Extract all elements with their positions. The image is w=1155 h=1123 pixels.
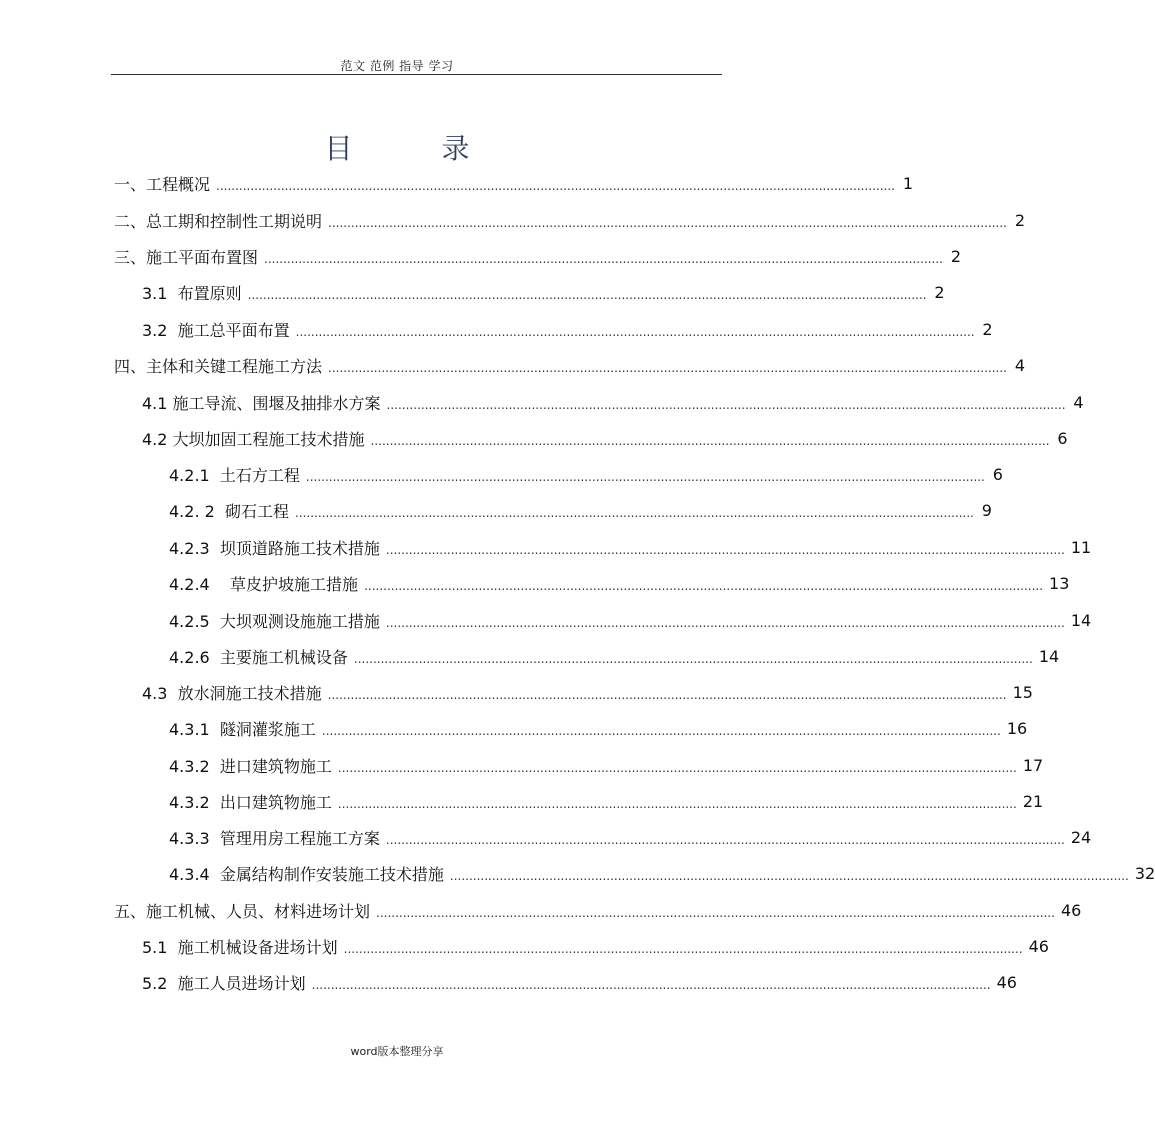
- toc-entry-label: 4.2 大坝加固工程施工技术措施: [142, 429, 365, 449]
- toc-entry-label: 3.2 施工总平面布置: [142, 320, 290, 340]
- toc-dot-leader: ..................................................................................................................................................................................: [295, 324, 975, 339]
- toc-entry[interactable]: [142, 964, 1017, 1000]
- toc-entry-page: 1: [902, 173, 913, 193]
- page-title: 目 录: [324, 132, 510, 165]
- toc-dot-leader: ..................................................................................................................................................................................: [343, 941, 1023, 956]
- toc-entry-label: 4.3.4 金属结构制作安装施工技术措施: [169, 864, 444, 884]
- toc-entry-label: 二、总工期和控制性工期说明: [114, 211, 323, 231]
- toc-entry-page: 2: [934, 282, 945, 302]
- toc-entry-label: 4.2.6 主要施工机械设备: [169, 647, 348, 667]
- toc-dot-leader: ..................................................................................................................................................................................: [337, 796, 1017, 811]
- toc-entry-label: 4.2. 2 砌石工程: [169, 501, 289, 521]
- toc-entry-label: 4.2.5 大坝观测设施施工措施: [169, 611, 380, 631]
- toc-entry[interactable]: [169, 747, 1044, 783]
- toc-dot-leader: ..................................................................................................................................................................................: [327, 687, 1007, 702]
- toc-dot-leader: ..................................................................................................................................................................................: [328, 215, 1007, 230]
- toc-entry-page: 4: [1014, 355, 1025, 375]
- toc-dot-leader: ..................................................................................................................................................................................: [385, 542, 1065, 557]
- toc-entry[interactable]: [169, 529, 1092, 565]
- toc-entry-page: 15: [1012, 682, 1033, 702]
- toc-dot-leader: ..................................................................................................................................................................................: [294, 505, 974, 520]
- toc-entry-page: 46: [996, 972, 1017, 992]
- toc-entry-page: 24: [1070, 827, 1092, 847]
- toc-dot-leader: ..................................................................................................................................................................................: [370, 433, 1050, 448]
- toc-entry-label: 4.3.3 管理用房工程施工方案: [169, 828, 380, 848]
- header-text: 范文 范例 指导 学习: [340, 59, 454, 73]
- toc-entry-page: 21: [1022, 791, 1044, 811]
- toc-entry-label: 一、工程概况: [114, 174, 211, 194]
- toc-entry[interactable]: [114, 202, 1025, 238]
- toc-entry[interactable]: [114, 892, 1082, 928]
- toc-entry[interactable]: [169, 819, 1092, 855]
- toc-dot-leader: ..................................................................................................................................................................................: [385, 615, 1065, 630]
- toc-dot-leader: ..................................................................................................................................................................................: [353, 651, 1033, 666]
- toc-dot-leader: ..................................................................................................................................................................................: [449, 868, 1129, 883]
- toc-entry-page: 2: [982, 319, 993, 339]
- toc-entry-page: 14: [1070, 610, 1092, 630]
- toc-entry-label: 四、主体和关键工程施工方法: [114, 356, 323, 376]
- toc-entry[interactable]: [142, 420, 1068, 456]
- toc-entry[interactable]: [142, 274, 945, 310]
- toc-entry-page: 2: [1014, 210, 1025, 230]
- toc-dot-leader: ..................................................................................................................................................................................: [328, 360, 1007, 375]
- toc-entry[interactable]: [169, 565, 1070, 601]
- toc-entry[interactable]: [169, 783, 1044, 819]
- toc-entry[interactable]: [114, 238, 961, 274]
- toc-entry-label: 4.1 施工导流、围堰及抽排水方案: [142, 393, 381, 413]
- toc-dot-leader: ..................................................................................................................................................................................: [386, 397, 1066, 412]
- toc-entry-page: 46: [1061, 900, 1082, 920]
- toc-entry-page: 32: [1134, 863, 1155, 883]
- toc-entry[interactable]: [169, 855, 1155, 891]
- toc-entry[interactable]: [114, 165, 913, 201]
- toc-entry[interactable]: [169, 456, 1003, 492]
- toc-entry-page: 16: [1006, 718, 1028, 738]
- toc-dot-leader: ..................................................................................................................................................................................: [264, 251, 943, 266]
- toc-entry-label: 4.3.2 进口建筑物施工: [169, 756, 332, 776]
- toc-entry-label: 5.1 施工机械设备进场计划: [142, 937, 338, 957]
- toc-entry-page: 6: [1057, 428, 1068, 448]
- toc-entry-page: 46: [1028, 936, 1049, 956]
- toc-dot-leader: ..................................................................................................................................................................................: [337, 760, 1017, 775]
- toc-entry-page: 14: [1038, 646, 1060, 666]
- toc-entry-label: 三、施工平面布置图: [114, 247, 259, 267]
- toc-entry-label: 4.2.1 土石方工程: [169, 465, 300, 485]
- toc-entry[interactable]: [169, 602, 1092, 638]
- toc-dot-leader: ..................................................................................................................................................................................: [216, 178, 895, 193]
- page-footer: word版本整理分享: [350, 1045, 444, 1058]
- toc-entry[interactable]: [114, 347, 1025, 383]
- toc-entry-page: 6: [992, 464, 1003, 484]
- toc-entry-page: 11: [1070, 537, 1092, 557]
- toc-entry[interactable]: [169, 638, 1060, 674]
- toc-entry-label: 4.3 放水洞施工技术措施: [142, 683, 322, 703]
- toc-dot-leader: ..................................................................................................................................................................................: [376, 905, 1055, 920]
- toc-entry-label: 4.2.4 草皮护坡施工措施: [169, 574, 359, 594]
- toc-dot-leader: ..................................................................................................................................................................................: [364, 578, 1044, 593]
- toc-entry-page: 4: [1073, 392, 1084, 412]
- toc-dot-leader: ..................................................................................................................................................................................: [305, 469, 985, 484]
- toc-dot-leader: ..................................................................................................................................................................................: [247, 287, 927, 302]
- toc-entry[interactable]: [142, 674, 1033, 710]
- toc-entry-page: 17: [1022, 755, 1044, 775]
- toc-entry-page: 13: [1049, 573, 1070, 593]
- toc-entry-label: 4.3.2 出口建筑物施工: [169, 792, 332, 812]
- toc-dot-leader: ..................................................................................................................................................................................: [321, 723, 1001, 738]
- toc-entry-label: 3.1 布置原则: [142, 283, 242, 303]
- toc-dot-leader: ..................................................................................................................................................................................: [311, 977, 991, 992]
- toc-entry-page: 9: [981, 500, 992, 520]
- toc-entry-label: 4.3.1 隧洞灌浆施工: [169, 719, 316, 739]
- toc-entry-label: 4.2.3 坝顶道路施工技术措施: [169, 538, 380, 558]
- toc-entry-label: 5.2 施工人员进场计划: [142, 973, 306, 993]
- toc-entry[interactable]: [169, 710, 1028, 746]
- toc-entry-page: 2: [950, 246, 961, 266]
- toc-entry[interactable]: [169, 492, 992, 528]
- toc-entry[interactable]: [142, 311, 993, 347]
- toc-entry-label: 五、施工机械、人员、材料进场计划: [114, 901, 371, 921]
- toc-entry[interactable]: [142, 928, 1049, 964]
- toc-entry[interactable]: [142, 384, 1084, 420]
- toc-dot-leader: ..................................................................................................................................................................................: [385, 832, 1065, 847]
- header-divider: [111, 74, 722, 75]
